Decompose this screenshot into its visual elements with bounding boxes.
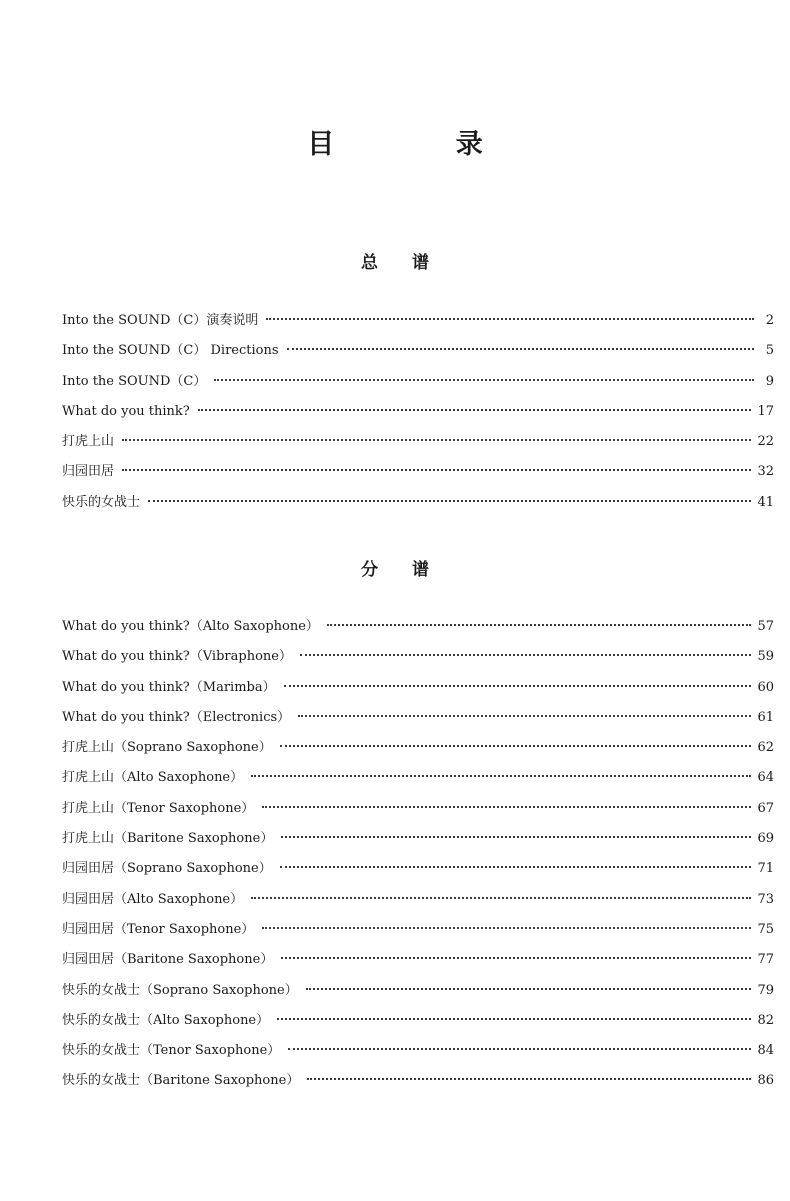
- toc-entry[interactable]: [62, 336, 774, 366]
- dot-leader: [281, 836, 751, 838]
- toc-entry[interactable]: [62, 673, 774, 703]
- toc-entry-title: 归园田居（Alto Saxophone）: [62, 891, 244, 907]
- toc-entry-title: 打虎上山（Baritone Saxophone）: [62, 831, 274, 847]
- toc-entry-title: Into the SOUND（C）演奏说明: [62, 313, 259, 328]
- dot-leader: [277, 1018, 751, 1020]
- dot-leader: [122, 439, 751, 441]
- toc-entry-title: Into the SOUND（C）: [62, 373, 207, 389]
- toc-list-full-score: [62, 306, 774, 518]
- dot-leader: [122, 469, 751, 471]
- toc-entry-title: What do you think?: [62, 403, 190, 419]
- toc-entry-page-number: 75: [757, 921, 774, 937]
- toc-entry[interactable]: [62, 642, 774, 672]
- toc-entry-title: 快乐的女战士: [62, 494, 141, 510]
- toc-entry[interactable]: [62, 703, 774, 733]
- toc-entry[interactable]: [62, 367, 774, 397]
- toc-entry[interactable]: [62, 885, 774, 915]
- dot-leader: [280, 745, 752, 747]
- toc-entry-page-number: 57: [757, 619, 774, 634]
- toc-entry-page-number: 60: [757, 679, 774, 695]
- toc-entry[interactable]: [62, 457, 774, 487]
- dot-leader: [284, 685, 752, 687]
- toc-entry-title: Into the SOUND（C） Directions: [62, 343, 279, 359]
- toc-entry-page-number: 32: [757, 464, 774, 480]
- dot-leader: [288, 1048, 751, 1050]
- toc-entry-page-number: 86: [757, 1073, 774, 1089]
- toc-entry[interactable]: [62, 427, 774, 457]
- toc-entry-page-number: 2: [765, 313, 774, 328]
- dot-leader: [198, 409, 752, 411]
- toc-entry-page-number: 61: [757, 709, 774, 725]
- toc-entry[interactable]: [62, 733, 774, 763]
- toc-entry-page-number: 67: [757, 800, 774, 816]
- toc-entry-title: 归园田居（Tenor Saxophone）: [62, 921, 255, 937]
- toc-entry-page-number: 59: [757, 649, 774, 665]
- toc-entry-page-number: 9: [765, 373, 774, 389]
- toc-entry[interactable]: [62, 612, 774, 642]
- toc-entry-page-number: 64: [757, 770, 774, 786]
- toc-entry-title: 快乐的女战士（Tenor Saxophone）: [62, 1043, 281, 1059]
- toc-entry[interactable]: [62, 1006, 774, 1036]
- dot-leader: [251, 897, 751, 899]
- dot-leader: [306, 988, 752, 990]
- toc-entry-title: What do you think?（Vibraphone）: [62, 649, 292, 665]
- dot-leader: [251, 775, 751, 777]
- toc-entry-page-number: 69: [757, 831, 774, 847]
- toc-entry-title: 归园田居（Baritone Saxophone）: [62, 952, 274, 968]
- toc-entry[interactable]: [62, 488, 774, 518]
- section-title-full-score: 总 谱: [361, 253, 443, 273]
- toc-entry[interactable]: [62, 397, 774, 427]
- toc-entry-title: 快乐的女战士（Alto Saxophone）: [62, 1012, 270, 1028]
- dot-leader: [148, 500, 751, 502]
- toc-entry-page-number: 79: [757, 982, 774, 998]
- toc-entry[interactable]: [62, 306, 774, 336]
- toc-entry-page-number: 82: [757, 1012, 774, 1028]
- toc-entry[interactable]: [62, 976, 774, 1006]
- dot-leader: [262, 806, 751, 808]
- dot-leader: [287, 348, 754, 350]
- toc-entry-title: What do you think?（Marimba）: [62, 679, 276, 695]
- dot-leader: [298, 715, 751, 717]
- toc-entry-page-number: 73: [757, 891, 774, 907]
- toc-entry-title: 快乐的女战士（Soprano Saxophone）: [62, 982, 298, 998]
- toc-entry-page-number: 41: [757, 494, 774, 510]
- toc-entry[interactable]: [62, 915, 774, 945]
- toc-entry[interactable]: [62, 794, 774, 824]
- dot-leader: [307, 1078, 751, 1080]
- toc-list-parts: [62, 612, 774, 1097]
- toc-entry-title: What do you think?（Electronics）: [62, 709, 291, 725]
- toc-entry-title: 快乐的女战士（Baritone Saxophone）: [62, 1073, 300, 1089]
- toc-entry-title: 打虎上山（Soprano Saxophone）: [62, 740, 272, 756]
- toc-entry-page-number: 77: [757, 952, 774, 968]
- dot-leader: [262, 927, 751, 929]
- toc-entry-title: 打虎上山（Tenor Saxophone）: [62, 800, 255, 816]
- dot-leader: [281, 957, 751, 959]
- toc-entry-title: 归园田居: [62, 464, 115, 480]
- toc-entry-title: 打虎上山（Alto Saxophone）: [62, 770, 244, 786]
- toc-entry-title: 归园田居（Soprano Saxophone）: [62, 861, 272, 877]
- dot-leader: [266, 318, 754, 320]
- toc-entry-title: 打虎上山: [62, 434, 115, 450]
- page-title: 目 录: [307, 129, 539, 160]
- toc-entry-page-number: 22: [757, 434, 774, 450]
- section-title-parts: 分 谱: [361, 560, 443, 580]
- toc-entry[interactable]: [62, 763, 774, 793]
- toc-entry-page-number: 71: [757, 861, 774, 877]
- toc-entry[interactable]: [62, 854, 774, 884]
- dot-leader: [300, 654, 751, 656]
- toc-entry[interactable]: [62, 824, 774, 854]
- dot-leader: [280, 866, 752, 868]
- toc-entry-title: What do you think?（Alto Saxophone）: [62, 619, 319, 634]
- toc-entry[interactable]: [62, 945, 774, 975]
- toc-entry[interactable]: [62, 1036, 774, 1066]
- dot-leader: [214, 379, 754, 381]
- toc-entry[interactable]: [62, 1066, 774, 1096]
- toc-entry-page-number: 17: [757, 403, 774, 419]
- toc-entry-page-number: 84: [757, 1043, 774, 1059]
- dot-leader: [327, 624, 752, 626]
- toc-entry-page-number: 5: [765, 343, 774, 359]
- toc-entry-page-number: 62: [757, 740, 774, 756]
